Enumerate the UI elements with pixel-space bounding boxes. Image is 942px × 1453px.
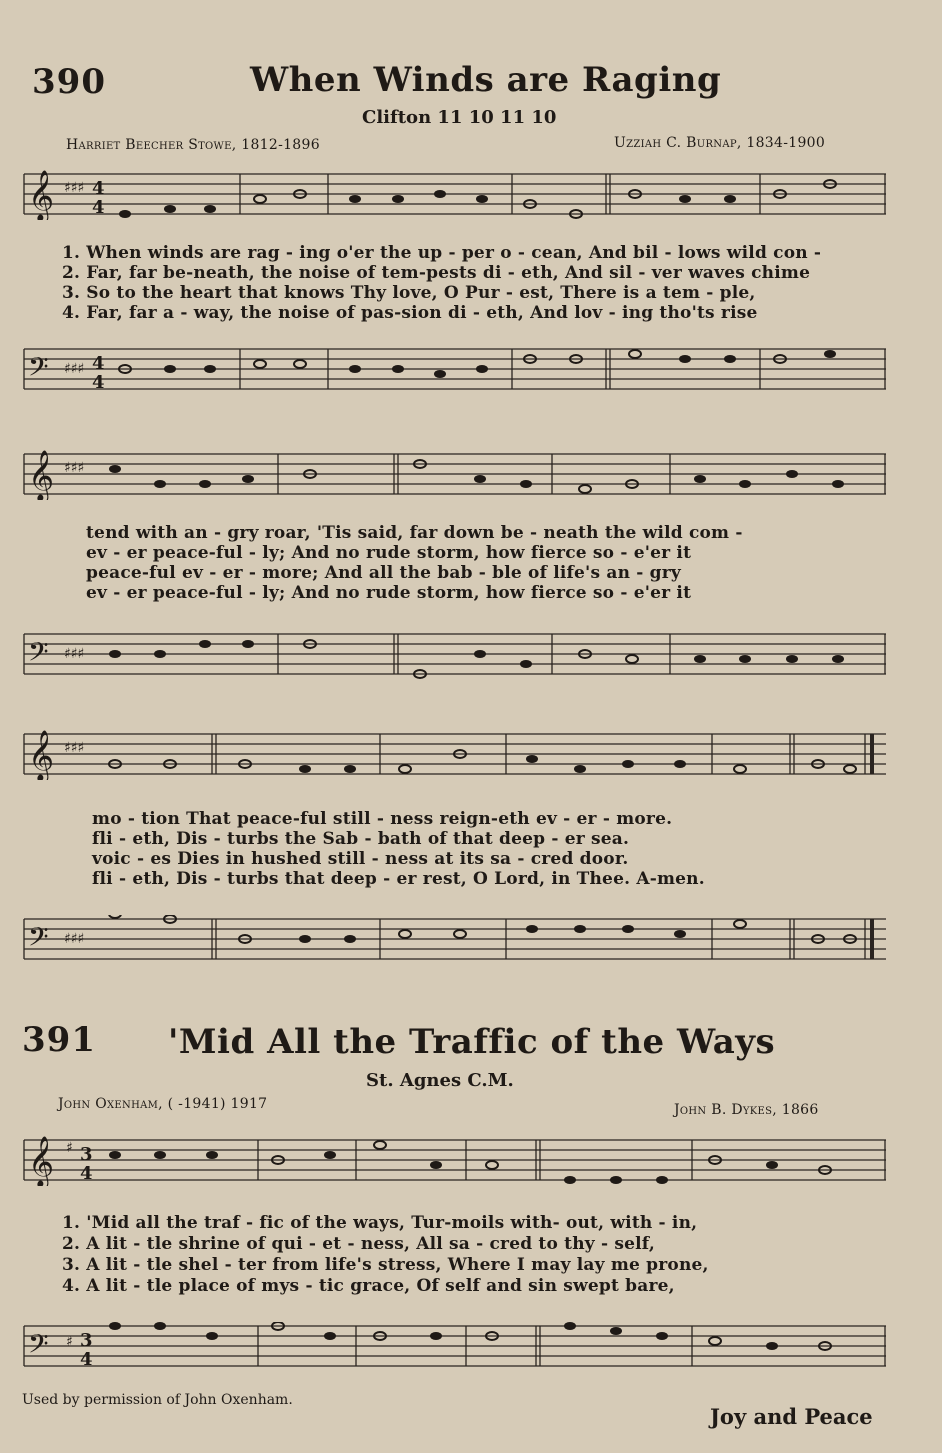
author-credit: John Oxenham, ( -1941) 1917 [58, 1096, 268, 1112]
hymn-title: When Winds are Raging [250, 60, 722, 100]
verse-line-3: voic - es Dies in hushed still - ness at its sa - cred door. [92, 849, 629, 869]
svg-text:♯♯♯: ♯♯♯ [64, 931, 85, 947]
verse-line-4: 4. A lit - tle place of mys - tic grace, Of self and sin swept bare, [62, 1276, 675, 1296]
tune-name: St. Agnes C.M. [366, 1070, 514, 1091]
bass-staff [20, 915, 886, 965]
verse-line-3: 3. A lit - tle shel - ter from life's stress, Where I may lay me prone, [62, 1255, 709, 1275]
bass-staff [20, 345, 886, 395]
svg-text:♯: ♯ [66, 1140, 73, 1156]
svg-text:4: 4 [92, 372, 105, 393]
svg-text:𝄢: 𝄢 [28, 351, 49, 389]
verse-line-4: ev - er peace-ful - ly; And no rude storm, how fierce so - e'er it [86, 583, 692, 603]
treble-staff [20, 450, 886, 500]
svg-text:𝄢: 𝄢 [28, 921, 49, 959]
treble-staff [20, 170, 886, 220]
svg-text:♯♯♯: ♯♯♯ [64, 361, 85, 377]
verse-line-2: fli - eth, Dis - turbs the Sab - bath of that deep - er sea. [92, 829, 630, 849]
verse-line-3: peace-ful ev - er - more; And all the bab - ble of life's an - gry [86, 563, 681, 583]
svg-text:4: 4 [92, 178, 105, 199]
author-credit: Harriet Beecher Stowe, 1812-1896 [66, 137, 320, 153]
treble-staff [20, 730, 886, 780]
tune-name: Clifton 11 10 11 10 [362, 107, 557, 128]
svg-text:4: 4 [80, 1349, 93, 1370]
treble-staff [20, 1136, 886, 1186]
svg-text:𝄞: 𝄞 [28, 450, 55, 500]
svg-text:♯: ♯ [66, 1334, 73, 1350]
svg-text:4: 4 [92, 353, 105, 374]
verse-line-1: tend with an - gry roar, 'Tis said, far down be - neath the wild com - [86, 523, 743, 543]
hymn-number: 390 [32, 62, 106, 102]
svg-text:♯♯♯: ♯♯♯ [64, 460, 85, 476]
svg-text:𝄞: 𝄞 [28, 170, 55, 220]
verse-line-2: 2. Far, far be-neath, the noise of tem-pests di - eth, And sil - ver waves chime [62, 263, 811, 283]
svg-text:𝄢: 𝄢 [28, 1328, 49, 1366]
verse-line-1: 1. 'Mid all the traf - fic of the ways, Tur-moils with- out, with - in, [62, 1213, 698, 1233]
verse-line-4: 4. Far, far a - way, the noise of pas-sion di - eth, And lov - ing tho'ts rise [62, 303, 758, 323]
svg-text:𝄞: 𝄞 [28, 1136, 55, 1186]
composer-credit: Uzziah C. Burnap, 1834-1900 [614, 135, 826, 151]
bass-staff [20, 1322, 886, 1372]
verse-line-1: mo - tion That peace-ful still - ness reign-eth ev - er - more. [92, 809, 673, 829]
svg-text:4: 4 [92, 197, 105, 218]
svg-text:𝄢: 𝄢 [28, 636, 49, 674]
hymn-number: 391 [22, 1020, 96, 1060]
svg-text:♯♯♯: ♯♯♯ [64, 180, 85, 196]
verse-line-3: 3. So to the heart that knows Thy love, O Pur - est, There is a tem - ple, [62, 283, 756, 303]
section-topic: Joy and Peace [710, 1404, 873, 1429]
svg-text:4: 4 [80, 1163, 93, 1184]
permission-note: Used by permission of John Oxenham. [22, 1392, 293, 1408]
svg-text:𝄞: 𝄞 [28, 730, 55, 780]
composer-credit: John B. Dykes, 1866 [674, 1102, 819, 1118]
svg-text:3: 3 [80, 1144, 93, 1165]
bass-staff [20, 630, 886, 680]
verse-line-2: 2. A lit - tle shrine of qui - et - ness, All sa - cred to thy - self, [62, 1234, 656, 1254]
verse-line-2: ev - er peace-ful - ly; And no rude storm, how fierce so - e'er it [86, 543, 692, 563]
svg-text:♯♯♯: ♯♯♯ [64, 646, 85, 662]
svg-text:3: 3 [80, 1330, 93, 1351]
hymn-title: 'Mid All the Traffic of the Ways [168, 1022, 776, 1062]
svg-text:♯♯♯: ♯♯♯ [64, 740, 85, 756]
verse-line-4: fli - eth, Dis - turbs that deep - er rest, O Lord, in Thee. A-men. [92, 869, 705, 889]
verse-line-1: 1. When winds are rag - ing o'er the up - per o - cean, And bil - lows wild con - [62, 243, 822, 263]
